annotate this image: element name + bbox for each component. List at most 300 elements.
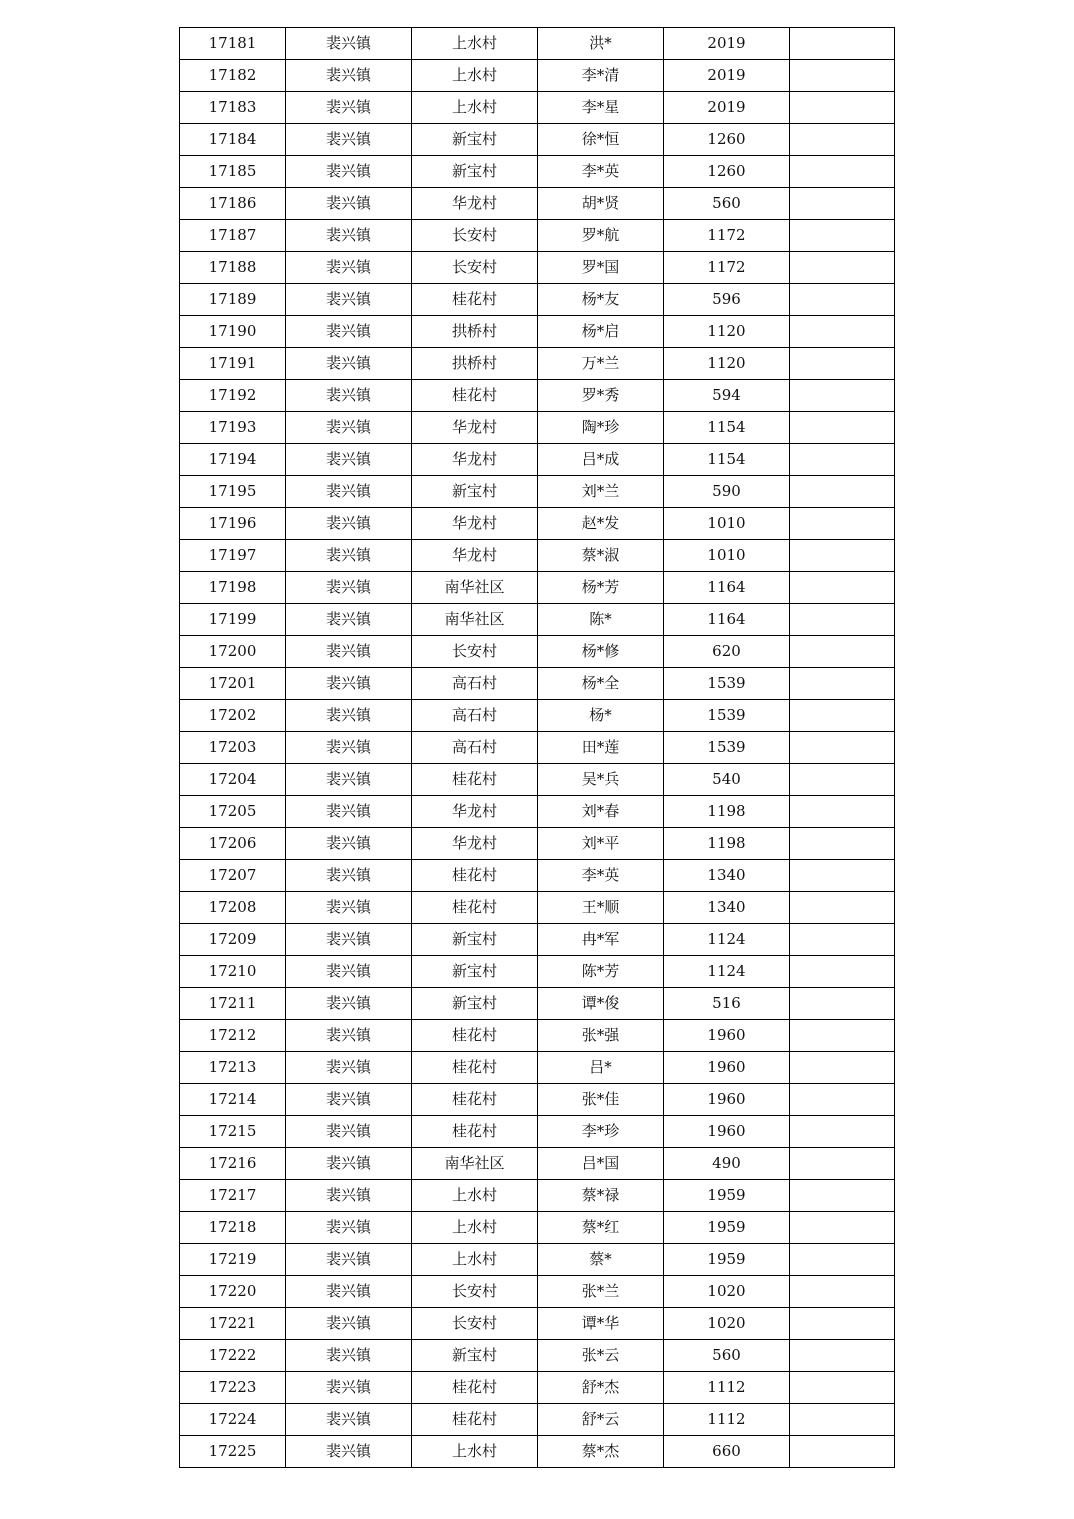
table-row (180, 828, 895, 860)
row-number-cell: 17210 (180, 956, 286, 988)
note-cell (790, 764, 895, 796)
name-cell: 陈*芳 (538, 956, 664, 988)
town-cell: 裴兴镇 (286, 1084, 412, 1116)
town-cell: 裴兴镇 (286, 1340, 412, 1372)
row-number-cell: 17203 (180, 732, 286, 764)
table-row (180, 124, 895, 156)
amount-cell: 1260 (664, 124, 790, 156)
town-cell: 裴兴镇 (286, 1052, 412, 1084)
town-cell: 裴兴镇 (286, 924, 412, 956)
row-number-cell: 17201 (180, 668, 286, 700)
amount-cell: 620 (664, 636, 790, 668)
town-cell: 裴兴镇 (286, 348, 412, 380)
name-cell: 张*强 (538, 1020, 664, 1052)
note-cell (790, 412, 895, 444)
note-cell (790, 1052, 895, 1084)
name-cell: 洪* (538, 28, 664, 60)
amount-cell: 1154 (664, 444, 790, 476)
note-cell (790, 860, 895, 892)
amount-cell: 1172 (664, 252, 790, 284)
village-cell: 高石村 (412, 700, 538, 732)
town-cell: 裴兴镇 (286, 508, 412, 540)
town-cell: 裴兴镇 (286, 1212, 412, 1244)
table-row (180, 572, 895, 604)
note-cell (790, 92, 895, 124)
amount-cell: 540 (664, 764, 790, 796)
row-number-cell: 17197 (180, 540, 286, 572)
note-cell (790, 252, 895, 284)
note-cell (790, 380, 895, 412)
village-cell: 新宝村 (412, 988, 538, 1020)
row-number-cell: 17217 (180, 1180, 286, 1212)
table-row (180, 956, 895, 988)
note-cell (790, 124, 895, 156)
note-cell (790, 924, 895, 956)
table-row (180, 1436, 895, 1468)
note-cell (790, 508, 895, 540)
town-cell: 裴兴镇 (286, 412, 412, 444)
name-cell: 张*云 (538, 1340, 664, 1372)
amount-cell: 1960 (664, 1020, 790, 1052)
village-cell: 新宝村 (412, 124, 538, 156)
note-cell (790, 1148, 895, 1180)
amount-cell: 1260 (664, 156, 790, 188)
town-cell: 裴兴镇 (286, 764, 412, 796)
amount-cell: 1010 (664, 540, 790, 572)
name-cell: 田*莲 (538, 732, 664, 764)
name-cell: 杨* (538, 700, 664, 732)
town-cell: 裴兴镇 (286, 1116, 412, 1148)
amount-cell: 560 (664, 1340, 790, 1372)
note-cell (790, 476, 895, 508)
town-cell: 裴兴镇 (286, 1404, 412, 1436)
table-row (180, 92, 895, 124)
village-cell: 华龙村 (412, 412, 538, 444)
name-cell: 李*英 (538, 860, 664, 892)
note-cell (790, 572, 895, 604)
amount-cell: 1960 (664, 1116, 790, 1148)
village-cell: 桂花村 (412, 1020, 538, 1052)
amount-cell: 1539 (664, 732, 790, 764)
town-cell: 裴兴镇 (286, 1436, 412, 1468)
row-number-cell: 17209 (180, 924, 286, 956)
row-number-cell: 17225 (180, 1436, 286, 1468)
note-cell (790, 540, 895, 572)
name-cell: 刘*春 (538, 796, 664, 828)
note-cell (790, 1212, 895, 1244)
village-cell: 华龙村 (412, 508, 538, 540)
name-cell: 赵*发 (538, 508, 664, 540)
table-row (180, 348, 895, 380)
row-number-cell: 17189 (180, 284, 286, 316)
village-cell: 拱桥村 (412, 316, 538, 348)
row-number-cell: 17212 (180, 1020, 286, 1052)
table-row (180, 508, 895, 540)
note-cell (790, 1244, 895, 1276)
amount-cell: 590 (664, 476, 790, 508)
note-cell (790, 988, 895, 1020)
town-cell: 裴兴镇 (286, 316, 412, 348)
amount-cell: 1198 (664, 796, 790, 828)
name-cell: 谭*俊 (538, 988, 664, 1020)
village-cell: 桂花村 (412, 892, 538, 924)
amount-cell: 1124 (664, 956, 790, 988)
row-number-cell: 17224 (180, 1404, 286, 1436)
name-cell: 李*珍 (538, 1116, 664, 1148)
row-number-cell: 17213 (180, 1052, 286, 1084)
row-number-cell: 17198 (180, 572, 286, 604)
town-cell: 裴兴镇 (286, 1308, 412, 1340)
village-cell: 桂花村 (412, 380, 538, 412)
row-number-cell: 17194 (180, 444, 286, 476)
row-number-cell: 17204 (180, 764, 286, 796)
table-row (180, 988, 895, 1020)
name-cell: 陈* (538, 604, 664, 636)
amount-cell: 1960 (664, 1084, 790, 1116)
note-cell (790, 444, 895, 476)
name-cell: 谭*华 (538, 1308, 664, 1340)
town-cell: 裴兴镇 (286, 988, 412, 1020)
town-cell: 裴兴镇 (286, 1372, 412, 1404)
note-cell (790, 1180, 895, 1212)
village-cell: 上水村 (412, 92, 538, 124)
table-row (180, 1308, 895, 1340)
village-cell: 华龙村 (412, 796, 538, 828)
row-number-cell: 17183 (180, 92, 286, 124)
town-cell: 裴兴镇 (286, 252, 412, 284)
amount-cell: 1120 (664, 348, 790, 380)
note-cell (790, 668, 895, 700)
amount-cell: 1164 (664, 604, 790, 636)
row-number-cell: 17219 (180, 1244, 286, 1276)
row-number-cell: 17218 (180, 1212, 286, 1244)
name-cell: 吴*兵 (538, 764, 664, 796)
note-cell (790, 316, 895, 348)
name-cell: 王*顺 (538, 892, 664, 924)
note-cell (790, 892, 895, 924)
note-cell (790, 1276, 895, 1308)
name-cell: 舒*杰 (538, 1372, 664, 1404)
table-row (180, 636, 895, 668)
village-cell: 桂花村 (412, 1084, 538, 1116)
note-cell (790, 28, 895, 60)
row-number-cell: 17202 (180, 700, 286, 732)
name-cell: 杨*芳 (538, 572, 664, 604)
amount-cell: 1198 (664, 828, 790, 860)
village-cell: 上水村 (412, 1436, 538, 1468)
village-cell: 长安村 (412, 636, 538, 668)
table-row (180, 764, 895, 796)
note-cell (790, 60, 895, 92)
table-row (180, 188, 895, 220)
table-row (180, 220, 895, 252)
amount-cell: 1010 (664, 508, 790, 540)
name-cell: 罗*国 (538, 252, 664, 284)
village-cell: 桂花村 (412, 1052, 538, 1084)
name-cell: 吕* (538, 1052, 664, 1084)
amount-cell: 594 (664, 380, 790, 412)
town-cell: 裴兴镇 (286, 636, 412, 668)
name-cell: 张*佳 (538, 1084, 664, 1116)
table-row (180, 1148, 895, 1180)
village-cell: 新宝村 (412, 476, 538, 508)
amount-cell: 1020 (664, 1276, 790, 1308)
row-number-cell: 17207 (180, 860, 286, 892)
village-cell: 桂花村 (412, 284, 538, 316)
row-number-cell: 17182 (180, 60, 286, 92)
table-row (180, 700, 895, 732)
town-cell: 裴兴镇 (286, 284, 412, 316)
note-cell (790, 220, 895, 252)
row-number-cell: 17185 (180, 156, 286, 188)
amount-cell: 1112 (664, 1372, 790, 1404)
town-cell: 裴兴镇 (286, 700, 412, 732)
table-row (180, 540, 895, 572)
note-cell (790, 1084, 895, 1116)
table-row (180, 860, 895, 892)
village-cell: 桂花村 (412, 1372, 538, 1404)
village-cell: 新宝村 (412, 1340, 538, 1372)
village-cell: 新宝村 (412, 956, 538, 988)
town-cell: 裴兴镇 (286, 956, 412, 988)
row-number-cell: 17187 (180, 220, 286, 252)
row-number-cell: 17220 (180, 1276, 286, 1308)
note-cell (790, 1116, 895, 1148)
note-cell (790, 796, 895, 828)
note-cell (790, 636, 895, 668)
amount-cell: 560 (664, 188, 790, 220)
village-cell: 南华社区 (412, 1148, 538, 1180)
note-cell (790, 188, 895, 220)
table-row (180, 412, 895, 444)
row-number-cell: 17184 (180, 124, 286, 156)
note-cell (790, 956, 895, 988)
row-number-cell: 17222 (180, 1340, 286, 1372)
note-cell (790, 1020, 895, 1052)
town-cell: 裴兴镇 (286, 188, 412, 220)
row-number-cell: 17205 (180, 796, 286, 828)
town-cell: 裴兴镇 (286, 124, 412, 156)
town-cell: 裴兴镇 (286, 28, 412, 60)
name-cell: 徐*恒 (538, 124, 664, 156)
name-cell: 万*兰 (538, 348, 664, 380)
name-cell: 吕*国 (538, 1148, 664, 1180)
town-cell: 裴兴镇 (286, 540, 412, 572)
amount-cell: 490 (664, 1148, 790, 1180)
town-cell: 裴兴镇 (286, 444, 412, 476)
amount-cell: 1959 (664, 1212, 790, 1244)
name-cell: 刘*平 (538, 828, 664, 860)
village-cell: 南华社区 (412, 604, 538, 636)
table-row (180, 444, 895, 476)
village-cell: 长安村 (412, 220, 538, 252)
village-cell: 上水村 (412, 1244, 538, 1276)
table-row (180, 316, 895, 348)
name-cell: 张*兰 (538, 1276, 664, 1308)
amount-cell: 1960 (664, 1052, 790, 1084)
name-cell: 蔡*红 (538, 1212, 664, 1244)
amount-cell: 1959 (664, 1244, 790, 1276)
amount-cell: 1112 (664, 1404, 790, 1436)
town-cell: 裴兴镇 (286, 668, 412, 700)
town-cell: 裴兴镇 (286, 796, 412, 828)
amount-cell: 516 (664, 988, 790, 1020)
name-cell: 蔡*杰 (538, 1436, 664, 1468)
village-cell: 上水村 (412, 1212, 538, 1244)
amount-cell: 1120 (664, 316, 790, 348)
row-number-cell: 17196 (180, 508, 286, 540)
name-cell: 罗*秀 (538, 380, 664, 412)
note-cell (790, 828, 895, 860)
note-cell (790, 604, 895, 636)
note-cell (790, 1340, 895, 1372)
row-number-cell: 17211 (180, 988, 286, 1020)
village-cell: 新宝村 (412, 924, 538, 956)
row-number-cell: 17214 (180, 1084, 286, 1116)
table-row (180, 284, 895, 316)
amount-cell: 1539 (664, 668, 790, 700)
note-cell (790, 348, 895, 380)
amount-cell: 2019 (664, 92, 790, 124)
row-number-cell: 17199 (180, 604, 286, 636)
town-cell: 裴兴镇 (286, 732, 412, 764)
amount-cell: 2019 (664, 60, 790, 92)
note-cell (790, 1308, 895, 1340)
village-cell: 华龙村 (412, 828, 538, 860)
town-cell: 裴兴镇 (286, 1180, 412, 1212)
town-cell: 裴兴镇 (286, 1276, 412, 1308)
village-cell: 上水村 (412, 60, 538, 92)
table-row (180, 380, 895, 412)
amount-cell: 1124 (664, 924, 790, 956)
village-cell: 拱桥村 (412, 348, 538, 380)
row-number-cell: 17186 (180, 188, 286, 220)
roster-body (180, 28, 895, 1468)
table-row (180, 668, 895, 700)
village-cell: 上水村 (412, 1180, 538, 1212)
name-cell: 冉*军 (538, 924, 664, 956)
row-number-cell: 17223 (180, 1372, 286, 1404)
name-cell: 吕*成 (538, 444, 664, 476)
row-number-cell: 17192 (180, 380, 286, 412)
name-cell: 陶*珍 (538, 412, 664, 444)
note-cell (790, 1436, 895, 1468)
table-row (180, 28, 895, 60)
name-cell: 蔡* (538, 1244, 664, 1276)
town-cell: 裴兴镇 (286, 892, 412, 924)
name-cell: 胡*贤 (538, 188, 664, 220)
table-row (180, 156, 895, 188)
village-cell: 桂花村 (412, 860, 538, 892)
town-cell: 裴兴镇 (286, 92, 412, 124)
village-cell: 新宝村 (412, 156, 538, 188)
town-cell: 裴兴镇 (286, 828, 412, 860)
town-cell: 裴兴镇 (286, 380, 412, 412)
table-row (180, 252, 895, 284)
village-cell: 长安村 (412, 1276, 538, 1308)
amount-cell: 2019 (664, 28, 790, 60)
table-row (180, 1020, 895, 1052)
table-row (180, 1372, 895, 1404)
note-cell (790, 1372, 895, 1404)
village-cell: 桂花村 (412, 1116, 538, 1148)
town-cell: 裴兴镇 (286, 476, 412, 508)
town-cell: 裴兴镇 (286, 572, 412, 604)
village-cell: 高石村 (412, 732, 538, 764)
amount-cell: 1172 (664, 220, 790, 252)
village-cell: 桂花村 (412, 1404, 538, 1436)
amount-cell: 1959 (664, 1180, 790, 1212)
town-cell: 裴兴镇 (286, 1244, 412, 1276)
name-cell: 杨*全 (538, 668, 664, 700)
table-row (180, 892, 895, 924)
row-number-cell: 17215 (180, 1116, 286, 1148)
note-cell (790, 700, 895, 732)
table-row (180, 924, 895, 956)
name-cell: 舒*云 (538, 1404, 664, 1436)
row-number-cell: 17188 (180, 252, 286, 284)
name-cell: 李*英 (538, 156, 664, 188)
table-row (180, 1340, 895, 1372)
row-number-cell: 17191 (180, 348, 286, 380)
village-cell: 华龙村 (412, 540, 538, 572)
village-cell: 长安村 (412, 252, 538, 284)
table-row (180, 1244, 895, 1276)
table-row (180, 1052, 895, 1084)
town-cell: 裴兴镇 (286, 1148, 412, 1180)
row-number-cell: 17193 (180, 412, 286, 444)
table-row (180, 60, 895, 92)
amount-cell: 660 (664, 1436, 790, 1468)
table-row (180, 1212, 895, 1244)
amount-cell: 1340 (664, 892, 790, 924)
town-cell: 裴兴镇 (286, 220, 412, 252)
village-cell: 华龙村 (412, 188, 538, 220)
town-cell: 裴兴镇 (286, 1020, 412, 1052)
town-cell: 裴兴镇 (286, 604, 412, 636)
row-number-cell: 17206 (180, 828, 286, 860)
amount-cell: 1340 (664, 860, 790, 892)
amount-cell: 596 (664, 284, 790, 316)
amount-cell: 1020 (664, 1308, 790, 1340)
town-cell: 裴兴镇 (286, 156, 412, 188)
village-cell: 上水村 (412, 28, 538, 60)
note-cell (790, 732, 895, 764)
row-number-cell: 17216 (180, 1148, 286, 1180)
table-row (180, 1116, 895, 1148)
row-number-cell: 17221 (180, 1308, 286, 1340)
name-cell: 杨*修 (538, 636, 664, 668)
amount-cell: 1164 (664, 572, 790, 604)
name-cell: 刘*兰 (538, 476, 664, 508)
village-cell: 华龙村 (412, 444, 538, 476)
table-row (180, 796, 895, 828)
table-row (180, 1084, 895, 1116)
village-cell: 长安村 (412, 1308, 538, 1340)
row-number-cell: 17208 (180, 892, 286, 924)
table-row (180, 1180, 895, 1212)
name-cell: 蔡*淑 (538, 540, 664, 572)
table-row (180, 604, 895, 636)
note-cell (790, 1404, 895, 1436)
town-cell: 裴兴镇 (286, 860, 412, 892)
name-cell: 蔡*禄 (538, 1180, 664, 1212)
row-number-cell: 17200 (180, 636, 286, 668)
row-number-cell: 17195 (180, 476, 286, 508)
table-row (180, 476, 895, 508)
table-row (180, 732, 895, 764)
name-cell: 李*星 (538, 92, 664, 124)
